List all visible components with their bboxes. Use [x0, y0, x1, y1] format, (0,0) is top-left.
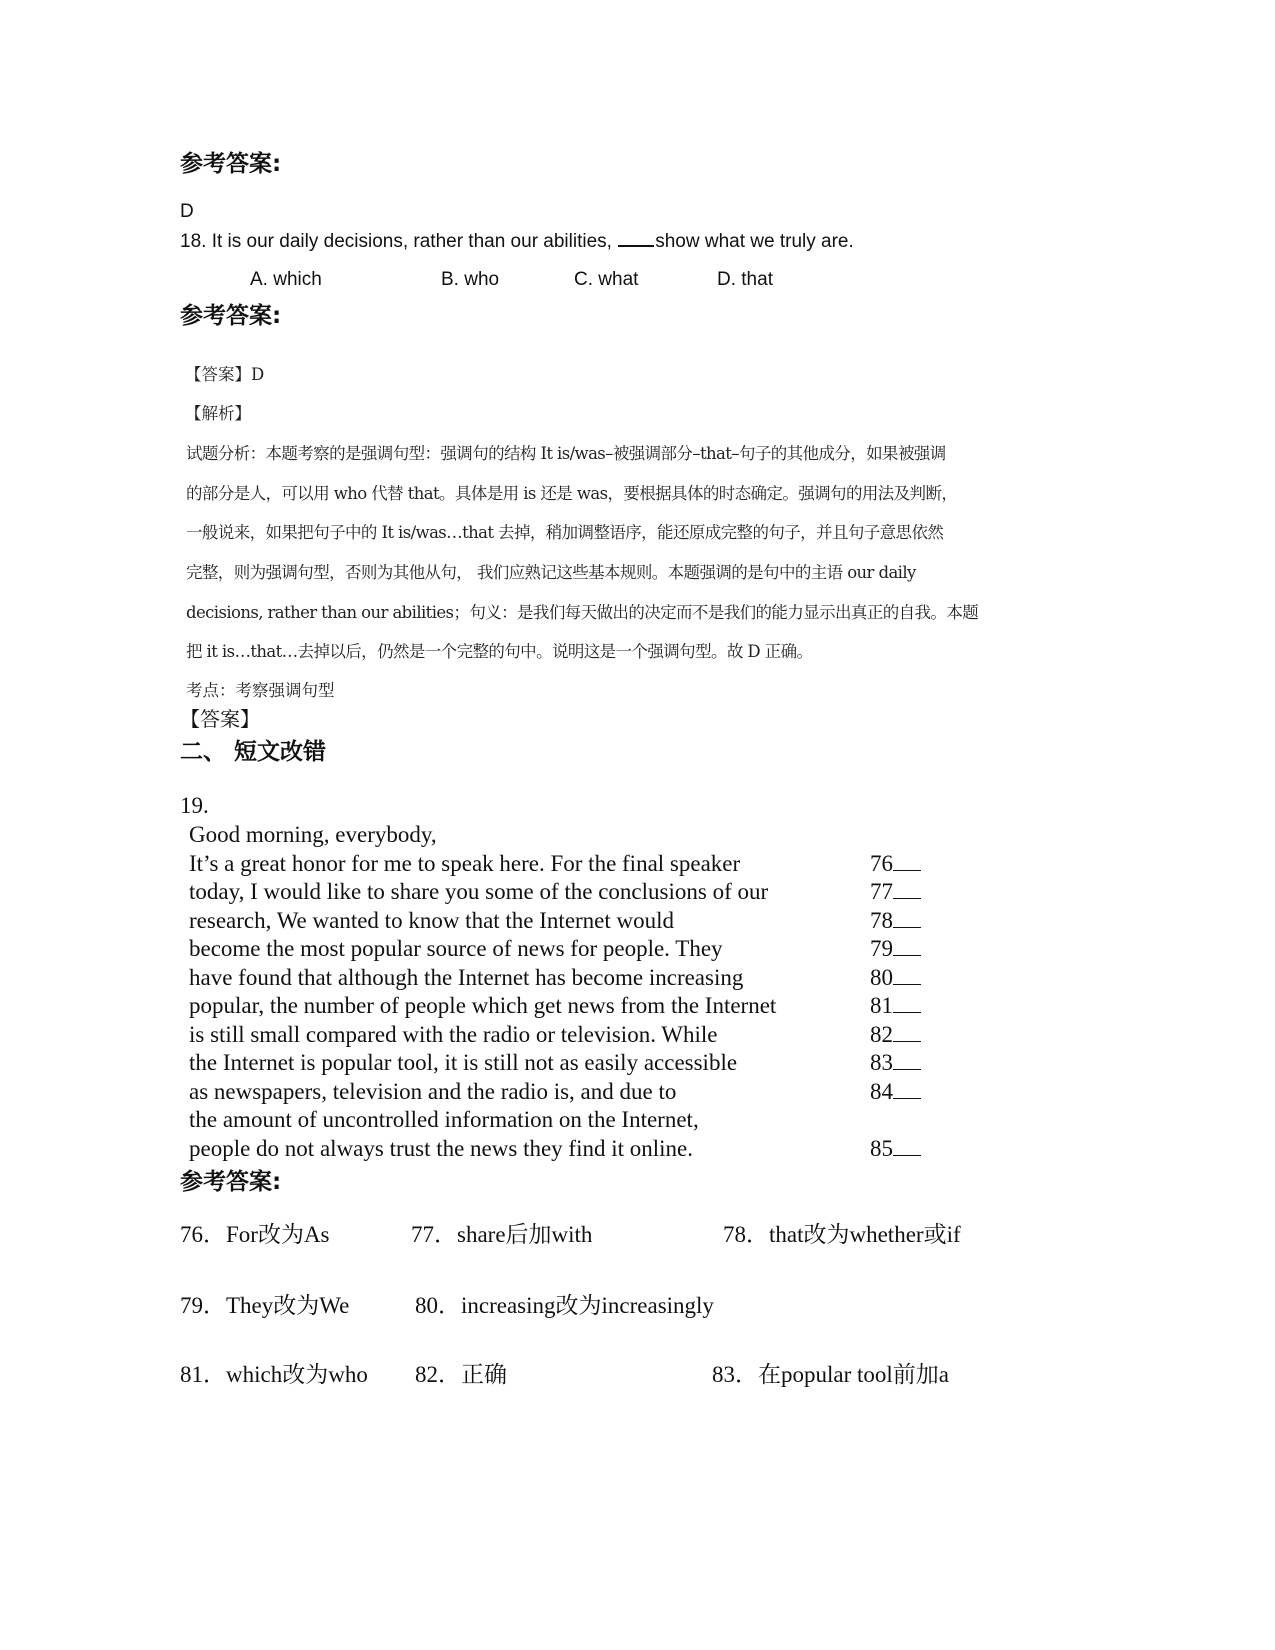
- answer-blank: [893, 909, 921, 928]
- line-number: [870, 934, 921, 964]
- line-number-value: 83: [870, 1050, 893, 1075]
- answer-item: 77．share后加with: [411, 1222, 593, 1247]
- explanation-line: 把 it is…that…去掉以后，仍然是一个完整的句中。说明这是一个强调句型。故 D 正确。: [186, 642, 813, 661]
- explanation-line: 试题分析：本题考察的是强调句型：强调句的结构 It is/was–被强调部分–that–句子的其他成分，如果被强调: [186, 444, 946, 463]
- passage-line: become the most popular source of news for people. They: [189, 936, 723, 961]
- answer-item: 78．that改为whether或if: [723, 1222, 961, 1247]
- explanation-line: 一般说来，如果把句子中的 It is/was…that 去掉，稍加调整语序，能还原成完整的句子，并且句子意思依然: [186, 523, 944, 542]
- reference-answer-heading: 参考答案:: [180, 303, 282, 329]
- passage-line: as newspapers, television and the radio is, and due to: [189, 1078, 677, 1104]
- answer-blank: [893, 880, 921, 899]
- passage-line: Good morning, everybody,: [189, 822, 437, 847]
- answer-item: 80．increasing改为increasingly: [415, 1293, 714, 1318]
- passage-line: have found that although the Internet has become increasing: [189, 964, 744, 990]
- line-number: [870, 877, 921, 907]
- explanation-answer-line: 【答案】D: [185, 365, 265, 384]
- answer-blank: [893, 1051, 921, 1070]
- explanation-line: decisions, rather than our abilities；句义：是我们每天做出的决定而不是我们的能力显示出真正的自我。本题: [186, 603, 979, 622]
- line-number-value: 82: [870, 1021, 893, 1047]
- question-18-stem: [180, 229, 854, 253]
- passage-line: It’s a great honor for me to speak here. For the final speaker: [189, 850, 741, 876]
- answer-tag: 【答案】: [180, 707, 260, 731]
- passage-line: people do not always trust the news they find it online.: [189, 1135, 693, 1161]
- answer-blank: [893, 994, 921, 1013]
- option-b: B. who: [441, 269, 500, 290]
- option-d: D. that: [717, 269, 773, 290]
- line-number: [870, 1077, 921, 1107]
- line-number-value: 84: [870, 1078, 893, 1104]
- line-number-value: 80: [870, 964, 893, 990]
- option-a: A. which: [250, 269, 322, 290]
- line-number: [870, 1020, 921, 1050]
- error-correction-passage: [189, 820, 949, 1180]
- answer-17: D: [180, 201, 194, 222]
- answer-item: 76．For改为As: [180, 1222, 330, 1247]
- answer-blank: [893, 1080, 921, 1099]
- reference-answer-heading: 参考答案:: [180, 1169, 282, 1195]
- answer-blank: [618, 229, 654, 247]
- explanation-line: 完整，则为强调句型，否则为其他从句， 我们应熟记这些基本规则。本题强调的是句中的主语 our daily: [186, 563, 916, 582]
- explanation-line: 的部分是人，可以用 who 代替 that。具体是用 is 还是 was，要根据具体的时态确定。强调句的用法及判断，: [186, 484, 958, 503]
- section-title: 二、 短文改错: [180, 739, 327, 765]
- line-number-value: 76: [870, 850, 893, 876]
- line-number: [870, 849, 921, 879]
- passage-line: the Internet is popular tool, it is still not as easily accessible: [189, 1050, 738, 1075]
- passage-line: the amount of uncontrolled information on the Internet,: [189, 1107, 699, 1132]
- question-18-stem-before: 18. It is our daily decisions, rather than our abilities,: [180, 231, 618, 252]
- answer-item: 83．在popular tool前加a: [712, 1362, 949, 1387]
- line-number-value: 79: [870, 936, 893, 961]
- line-number-value: 77: [870, 879, 893, 904]
- answer-item: 81．which改为who: [180, 1362, 368, 1387]
- question-19-number: 19.: [180, 793, 209, 818]
- explanation-analysis-label: 【解析】: [185, 404, 251, 423]
- passage-line: today, I would like to share you some of the conclusions of our: [189, 879, 769, 904]
- line-number-value: 81: [870, 993, 893, 1018]
- line-number: [870, 963, 921, 993]
- line-number: [870, 906, 921, 936]
- passage-line: research, We wanted to know that the Internet would: [189, 907, 675, 933]
- answer-blank: [893, 852, 921, 871]
- answer-blank: [893, 937, 921, 956]
- answer-blank: [893, 1137, 921, 1156]
- line-number: [870, 1134, 921, 1164]
- passage-line: popular, the number of people which get news from the Internet: [189, 993, 777, 1018]
- answer-item: 82．正确: [415, 1362, 507, 1387]
- line-number: [870, 991, 921, 1021]
- reference-answer-heading: 参考答案:: [180, 151, 282, 177]
- line-number-value: 78: [870, 907, 893, 933]
- answer-blank: [893, 1023, 921, 1042]
- question-18-stem-after: show what we truly are.: [655, 231, 854, 252]
- passage-line: is still small compared with the radio or television. While: [189, 1021, 718, 1047]
- option-c: C. what: [574, 269, 639, 290]
- answer-blank: [893, 966, 921, 985]
- answer-item: 79．They改为We: [180, 1293, 350, 1318]
- line-number-value: 85: [870, 1135, 893, 1161]
- explanation-kaodian: 考点：考察强调句型: [186, 681, 335, 700]
- line-number: [870, 1048, 921, 1078]
